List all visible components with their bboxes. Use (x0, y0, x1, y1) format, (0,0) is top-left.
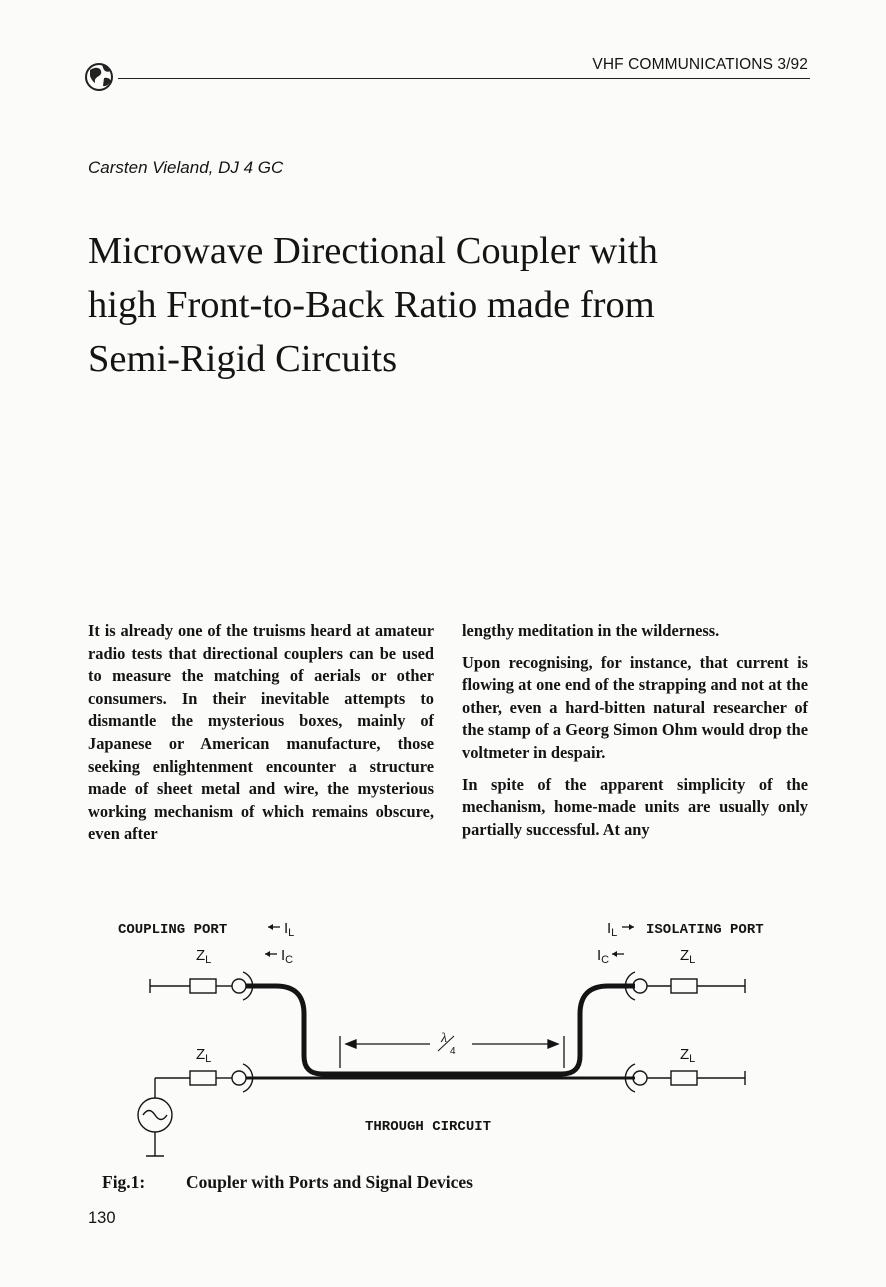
lambda-divisor: 4 (450, 1046, 456, 1057)
body-paragraph: Upon recognising, for instance, that current is flowing at one end of the strapping and not at the other, even a hard-bitten natural researcher of the stamp of a Georg Simon Ohm would drop the voltmeter in despair. (462, 652, 808, 762)
page-number: 130 (88, 1209, 116, 1227)
article-title (88, 224, 748, 386)
zl-label: $Z_L$ (196, 947, 212, 966)
il-label-right: $I_L$ (607, 920, 618, 939)
zl-label: $Z_L$ (680, 1046, 696, 1065)
ic-label-right: $I_C$ (597, 947, 610, 966)
figure-label: Fig.1: (102, 1172, 146, 1192)
through-circuit-label: THROUGH CIRCUIT (365, 1119, 492, 1135)
isolating-port-label: ISOLATING PORT (646, 922, 764, 938)
figure-caption-text: Coupler with Ports and Signal Devices (186, 1172, 473, 1192)
zl-label: $Z_L$ (196, 1046, 212, 1065)
ic-label: $I_C$ (281, 947, 294, 966)
header-rule (118, 78, 810, 79)
body-column-left (88, 620, 434, 855)
body-paragraph: In spite of the apparent simplicity of the mechanism, home-made units are usually only partially successful. At any (462, 774, 808, 839)
body-paragraph: It is already one of the truisms heard at amateur radio tests that directional couplers can be used to measure the matching of aerials or other consumers. In their inevitable attempts to dismantle the mysterious boxes, mainly of Japanese or American manufacture, those seeking enlightenment encounter a structure made of sheet metal and wire, the mysterious working mechanism of which remains obscure, even after (88, 621, 434, 844)
title-line: high Front-to-Back Ratio made from (88, 284, 655, 326)
title-line: Semi-Rigid Circuits (88, 338, 398, 380)
coupled-line (246, 986, 635, 1074)
isolating-port-load (625, 972, 745, 1000)
lambda-label: λ (441, 1031, 448, 1046)
il-label: $I_L$ (284, 920, 295, 939)
coupling-port-label: COUPLING PORT (118, 922, 228, 938)
figure-caption (102, 1172, 473, 1193)
author-byline: Carsten Vieland, DJ 4 GC (88, 158, 284, 177)
coupler-diagram (100, 908, 800, 1178)
through-port-load (625, 1064, 745, 1092)
zl-label: $Z_L$ (680, 947, 696, 966)
coupling-port-load (150, 972, 253, 1000)
body-paragraph: lengthy meditation in the wilderness. (462, 621, 720, 640)
globe-icon (80, 56, 120, 96)
body-column-right (462, 620, 808, 850)
signal-source (138, 1064, 253, 1156)
title-line: Microwave Directional Coupler with (88, 230, 658, 272)
journal-header: VHF COMMUNICATIONS 3/92 (592, 56, 808, 73)
